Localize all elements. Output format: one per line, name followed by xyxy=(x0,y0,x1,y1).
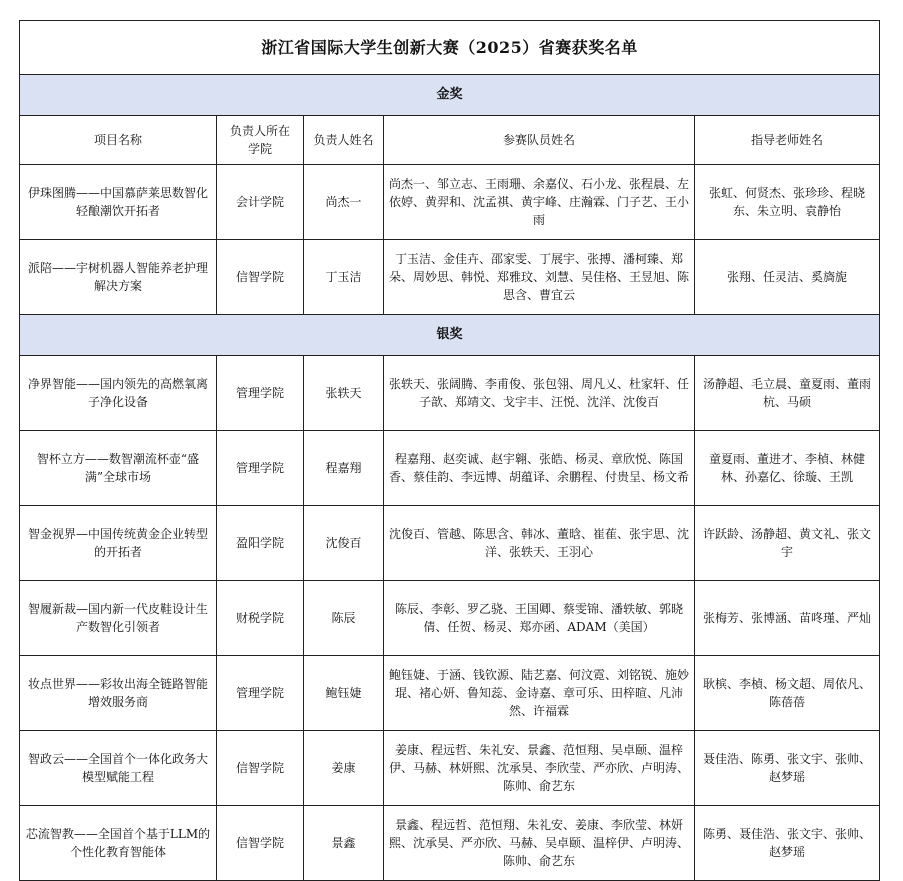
advisors: 聂佳浩、陈勇、张文宇、张帅、赵梦瑶 xyxy=(695,731,880,806)
advisors: 张翔、任灵洁、奚旖旎 xyxy=(695,240,880,315)
leader-name: 姜康 xyxy=(304,731,384,806)
leader-name: 陈辰 xyxy=(304,581,384,656)
leader-college: 信智学院 xyxy=(217,806,304,881)
leader-name: 程嘉翔 xyxy=(304,431,384,506)
team-members: 尚杰一、邹立志、王雨珊、余嘉仪、石小龙、张程晨、左依婷、黄羿和、沈孟祺、黄宇峰、庄瀚霖、门子艺、王小雨 xyxy=(384,165,695,240)
leader-college: 管理学院 xyxy=(217,431,304,506)
section-title: 银奖 xyxy=(20,315,880,356)
project-name: 伊珠图腾——中国慕萨莱思数智化轻酿潮饮开拓者 xyxy=(20,165,217,240)
project-name: 智履新裁—国内新一代皮鞋设计生产数智化引领者 xyxy=(20,581,217,656)
advisors: 汤静超、毛立晨、童夏雨、董雨杭、马硕 xyxy=(695,356,880,431)
team-members: 姜康、程远哲、朱礼安、景鑫、范恒翔、吴卓颐、温梓伊、马赫、林妍熙、沈承昊、李欣莹、严亦欣、卢明涛、陈帅、俞艺东 xyxy=(384,731,695,806)
table-row xyxy=(20,240,880,315)
column-header-advisors: 指导老师姓名 xyxy=(695,116,880,165)
table-row xyxy=(20,656,880,731)
title-row xyxy=(20,21,880,75)
leader-college: 管理学院 xyxy=(217,656,304,731)
awards-table xyxy=(19,20,880,881)
advisors: 张梅芳、张博涵、苗咚瑾、严灿 xyxy=(695,581,880,656)
leader-college: 盈阳学院 xyxy=(217,506,304,581)
section-row-silver xyxy=(20,315,880,356)
team-members: 丁玉洁、金佳卉、邵家雯、丁展宇、张搏、潘柯臻、郑朵、周妙思、韩悦、郑雅玟、刘慧、吴佳格、王昱旭、陈思含、曹宜云 xyxy=(384,240,695,315)
table-header xyxy=(20,116,880,165)
advisors: 耿槟、李楨、杨文超、周依凡、陈蓓蓓 xyxy=(695,656,880,731)
team-members: 张轶天、张阔腾、李甫俊、张包翎、周凡乂、杜家轩、任子歆、郑靖文、戈宇丰、汪悦、沈洋、沈俊百 xyxy=(384,356,695,431)
project-name: 芯流智教——全国首个基于LLM的个性化教育智能体 xyxy=(20,806,217,881)
leader-college: 管理学院 xyxy=(217,356,304,431)
page-title: 浙江省国际大学生创新大赛（2025）省赛获奖名单 xyxy=(20,21,880,75)
project-name: 智金视界—中国传统黄金企业转型的开拓者 xyxy=(20,506,217,581)
table-row xyxy=(20,806,880,881)
table-row xyxy=(20,506,880,581)
project-name: 净界智能——国内领先的高燃氧离子净化设备 xyxy=(20,356,217,431)
section-title: 金奖 xyxy=(20,75,880,116)
column-header-college: 负责人所在 学院 xyxy=(217,116,304,165)
advisors: 张虹、何贤杰、张珍珍、程晓东、朱立明、袁静怡 xyxy=(695,165,880,240)
leader-college: 信智学院 xyxy=(217,731,304,806)
leader-college: 会计学院 xyxy=(217,165,304,240)
table-row xyxy=(20,431,880,506)
advisors: 许跃龄、汤静超、黄文礼、张文宇 xyxy=(695,506,880,581)
team-members: 鲍钰婕、于涵、钱钦源、陆艺嘉、何汶霓、刘铭锐、施妙琨、褚心妍、鲁知蕊、金诗嘉、章可乐、田梓暄、凡沛然、许福霖 xyxy=(384,656,695,731)
table-row xyxy=(20,731,880,806)
table-row xyxy=(20,581,880,656)
table-row xyxy=(20,356,880,431)
leader-name: 张轶天 xyxy=(304,356,384,431)
leader-name: 景鑫 xyxy=(304,806,384,881)
leader-name: 沈俊百 xyxy=(304,506,384,581)
project-name: 智杯立方——数智潮流杯壶“盛满”全球市场 xyxy=(20,431,217,506)
project-name: 妆点世界——彩妆出海全链路智能增效服务商 xyxy=(20,656,217,731)
advisors: 童夏雨、董进才、李楨、林健林、孙嘉亿、徐璇、王凯 xyxy=(695,431,880,506)
project-name: 派陪——宇树机器人智能养老护理解决方案 xyxy=(20,240,217,315)
table-row xyxy=(20,165,880,240)
column-header-leader: 负责人姓名 xyxy=(304,116,384,165)
leader-name: 丁玉洁 xyxy=(304,240,384,315)
leader-college: 信智学院 xyxy=(217,240,304,315)
leader-name: 鲍钰婕 xyxy=(304,656,384,731)
section-row-gold xyxy=(20,75,880,116)
column-header-project: 项目名称 xyxy=(20,116,217,165)
column-header-members: 参赛队员姓名 xyxy=(384,116,695,165)
team-members: 程嘉翔、赵奕诚、赵宇翱、张皓、杨灵、章欣悦、陈国香、蔡佳韵、李远博、胡蕴译、余鹏程、付贵呈、杨文希 xyxy=(384,431,695,506)
team-members: 沈俊百、管越、陈思含、韩冰、董晗、崔萑、张宇思、沈洋、张轶天、王羽心 xyxy=(384,506,695,581)
advisors: 陈勇、聂佳浩、张文宇、张帅、赵梦瑶 xyxy=(695,806,880,881)
team-members: 景鑫、程远哲、范恒翔、朱礼安、姜康、李欣莹、林妍熙、沈承昊、严亦欣、马赫、吴卓颐、温梓伊、卢明涛、陈帅、俞艺东 xyxy=(384,806,695,881)
team-members: 陈辰、李彰、罗乙骁、王国卿、蔡雯锦、潘轶敏、郭晓倩、任贺、杨灵、郑亦函、ADAM（美国） xyxy=(384,581,695,656)
project-name: 智政云——全国首个一体化政务大模型赋能工程 xyxy=(20,731,217,806)
leader-name: 尚杰一 xyxy=(304,165,384,240)
leader-college: 财税学院 xyxy=(217,581,304,656)
